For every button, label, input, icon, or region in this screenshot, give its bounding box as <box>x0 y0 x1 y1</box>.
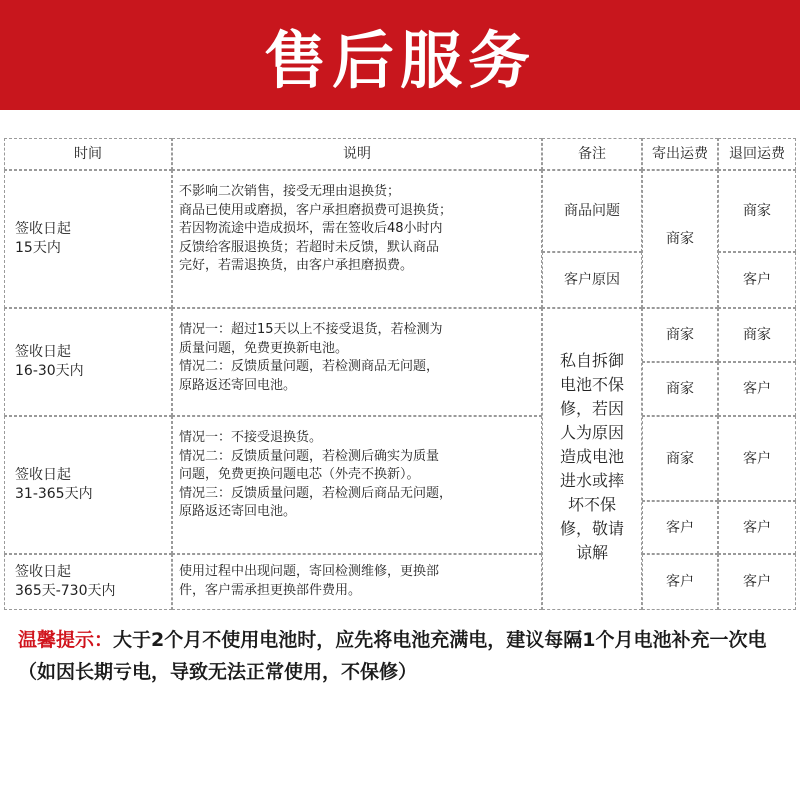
row1-ship-back-1 <box>718 170 796 252</box>
row3-description-text: 情况一：不接受退换货。 情况二：反馈质量问题，若检测后确实为质量 问题，免费更换问题电芯（外壳不换新）。 情况三：反馈质量问题，若检测后商品无问题， 原路返还寄回电池。 <box>179 430 453 519</box>
row3-description <box>172 416 542 554</box>
row1-period <box>4 170 172 308</box>
row2-period <box>4 308 172 416</box>
row1-ship-out-text: 商家 <box>666 231 694 247</box>
row2-ship-back-1 <box>718 308 796 362</box>
warm-tip-text: 大于2个月不使用电池时，应先将电池充满电，建议每隔1个月电池补充一次电（如因长期亏电，导致无法正常使用，不保修） <box>18 629 767 683</box>
row1-note-2-text: 客户原因 <box>564 272 620 288</box>
header-time-label: 时间 <box>74 146 102 162</box>
row3-ship-back-1-text: 客户 <box>743 450 771 467</box>
row1-note-1-text: 商品问题 <box>564 203 620 219</box>
row3-ship-back-2-text: 客户 <box>743 519 771 536</box>
header-ship-back-label: 退回运费 <box>729 146 785 162</box>
merged-warranty-note-text: 私自拆御 电池不保 修，若因 人为原因 造成电池 进水或摔 坏不保 修，敬请 谅解 <box>559 351 624 562</box>
row3-ship-out-2-text: 客户 <box>666 519 694 536</box>
header-ship-out-label: 寄出运费 <box>652 146 708 162</box>
row2-ship-out-1-text: 商家 <box>666 327 694 343</box>
row2-description <box>172 308 542 416</box>
row1-description <box>172 170 542 308</box>
row1-note-customer-reason <box>542 252 642 308</box>
row4-ship-back <box>718 554 796 610</box>
row1-ship-back-1-text: 商家 <box>743 203 771 219</box>
after-sales-table <box>4 138 796 610</box>
row3-ship-back-2 <box>718 501 796 554</box>
row2-period-text: 签收日起 16-30天内 <box>15 344 84 379</box>
row3-period <box>4 416 172 554</box>
title-banner <box>0 0 800 110</box>
row3-ship-out-1 <box>642 416 718 501</box>
row4-description-text: 使用过程中出现问题，寄回检测维修，更换部 件，客户需承担更换部件费用。 <box>179 564 440 598</box>
row1-note-product-issue <box>542 170 642 252</box>
row2-ship-back-1-text: 商家 <box>743 327 771 343</box>
row2-ship-out-2-text: 商家 <box>666 381 694 397</box>
row2-ship-out-2 <box>642 362 718 416</box>
row2-description-text: 情况一：超过15天以上不接受退货，若检测为 质量问题，免费更换新电池。 情况二：反馈质量问题，若检测商品无问题， 原路返还寄回电池。 <box>179 322 443 393</box>
row4-period-text: 签收日起 365天-730天内 <box>15 564 116 599</box>
header-ship-out <box>642 138 718 170</box>
row3-period-text: 签收日起 31-365天内 <box>15 467 93 502</box>
warm-tip-label: 温馨提示： <box>18 629 114 651</box>
warm-tip <box>18 624 788 688</box>
row1-ship-back-2 <box>718 252 796 308</box>
row1-period-text: 签收日起 15天内 <box>15 221 71 256</box>
merged-warranty-note <box>542 308 642 610</box>
row1-ship-back-2-text: 客户 <box>743 272 771 288</box>
header-description <box>172 138 542 170</box>
row4-period <box>4 554 172 610</box>
row4-ship-out-text: 客户 <box>666 574 694 590</box>
header-time <box>4 138 172 170</box>
row4-description <box>172 554 542 610</box>
row1-description-text: 不影响二次销售，接受无理由退换货； 商品已使用或磨损，客户承担磨损费可退换货； 若因物流途中造成损坏，需在签收后48小时内 反馈给客服退换货；若超时未反馈，默认商品 完好，若需退换货，由客户承担磨损费。 <box>179 184 453 273</box>
page-title: 售后服务 <box>263 23 536 97</box>
row2-ship-back-2 <box>718 362 796 416</box>
row4-ship-back-text: 客户 <box>743 574 771 590</box>
row2-ship-back-2-text: 客户 <box>743 381 771 397</box>
row1-ship-out <box>642 170 718 308</box>
header-note-label: 备注 <box>578 146 606 162</box>
row3-ship-out-2 <box>642 501 718 554</box>
row3-ship-back-1 <box>718 416 796 501</box>
header-note <box>542 138 642 170</box>
header-description-label: 说明 <box>343 146 371 162</box>
row3-ship-out-1-text: 商家 <box>666 450 694 467</box>
row2-ship-out-1 <box>642 308 718 362</box>
header-ship-back <box>718 138 796 170</box>
row4-ship-out <box>642 554 718 610</box>
